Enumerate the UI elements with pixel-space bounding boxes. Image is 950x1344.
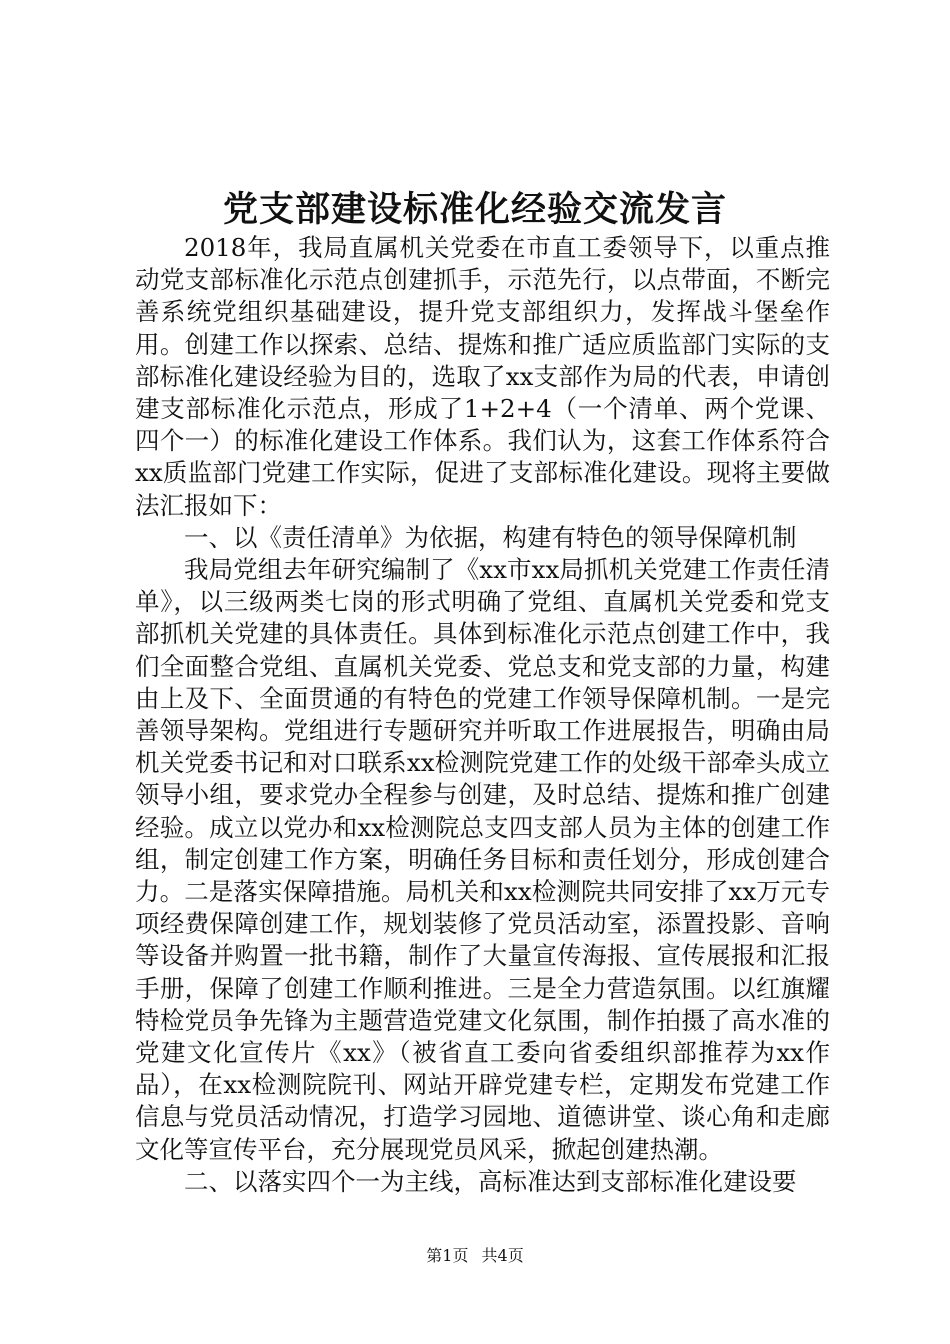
- section-heading-2: 二、以落实四个一为主线，高标准达到支部标准化建设要: [184, 1166, 797, 1196]
- page-title: 党支部建设标准化经验交流发言: [222, 189, 727, 230]
- page-number: 第1页: [426, 1246, 469, 1265]
- page-total: 共4页: [481, 1246, 524, 1265]
- section-heading-1: 一、以《责任清单》为依据，构建有特色的领导保障机制: [184, 522, 797, 552]
- document-body: [135, 232, 830, 1198]
- paragraph-section-1: 我局党组去年研究编制了《xx市xx局抓机关党建工作责任清单》，以三级两类七岗的形式明确了党组、直属机关党委和党支部抓机关党建的具体责任。具体到标准化示范点创建工作中，我们全面整合党组、直属机关党委、党总支和党支部的力量，构建由上及下、全面贯通的有特色的党建工作领导保障机制。一是完善领导架构。党组进行专题研究并听取工作进展报告，明确由局机关党委书记和对口联系xx检测院党建工作的处级干部牵头成立领导小组，要求党办全程参与创建，及时总结、提炼和推广创建经验。成立以党办和xx检测院总支四支部人员为主体的创建工作组，制定创建工作方案，明确任务目标和责任划分，形成创建合力。二是落实保障措施。局机关和xx检测院共同安排了xx万元专项经费保障创建工作，规划装修了党员活动室，添置投影、音响等设备并购置一批书籍，制作了大量宣传海报、宣传展报和汇报手册，保障了创建工作顺利推进。三是全力营造氛围。以红旗耀特检党员争先锋为主题营造党建文化氛围，制作拍摄了高水准的党建文化宣传片《xx》（被省直工委向省委组织部推荐为xx作品），在xx检测院院刊、网站开辟党建专栏，定期发布党建工作信息与党员活动情况，打造学习园地、道德讲堂、谈心角和走廊文化等宣传平台，充分展现党员风采，掀起创建热潮。: [135, 555, 830, 1164]
- paragraph-intro: 2018年，我局直属机关党委在市直工委领导下，以重点推动党支部标准化示范点创建抓手，示范先行，以点带面，不断完善系统党组织基础建设，提升党支部组织力，发挥战斗堡垒作用。创建工作以探索、总结、提炼和推广适应质监部门实际的支部标准化建设经验为目的，选取了xx支部作为局的代表，申请创建支部标准化示范点，形成了1+2+4（一个清单、两个党课、四个一）的标准化建设工作体系。我们认为，这套工作体系符合xx质监部门党建工作实际，促进了支部标准化建设。现将主要做法汇报如下：: [135, 233, 830, 520]
- page-footer: [0, 1244, 950, 1268]
